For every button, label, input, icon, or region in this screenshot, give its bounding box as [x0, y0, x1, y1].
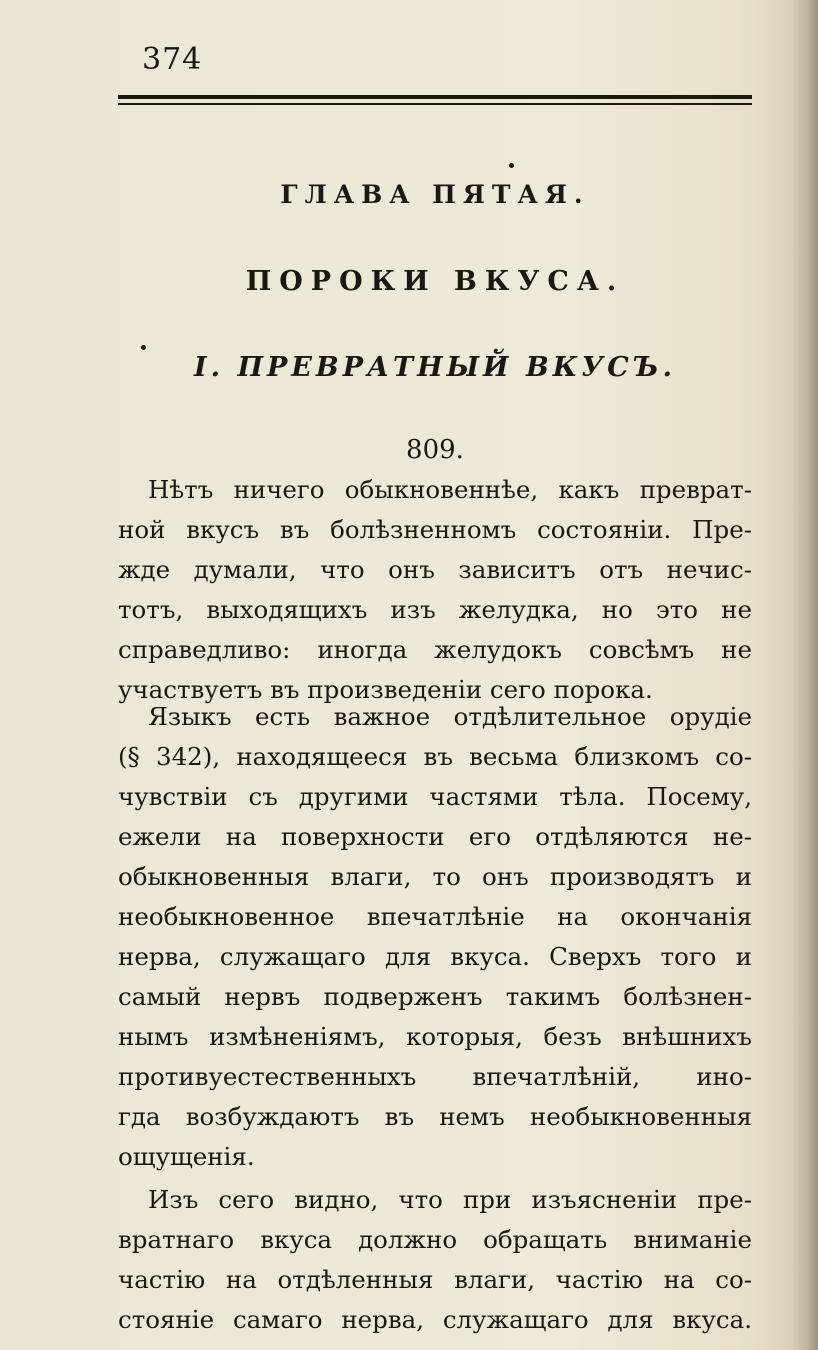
subsection-title: I. ПРЕВРАТНЫЙ ВКУСЪ. [194, 352, 676, 383]
body-line: самый нервъ подверженъ такимъ болѣзнен- [118, 982, 752, 1011]
ink-speck [509, 163, 514, 168]
header-rule-thin [118, 103, 752, 105]
body-line: Нѣтъ ничего обыкновеннѣе, какъ преврат- [148, 475, 752, 504]
ink-speck [141, 345, 146, 350]
body-line: вратнаго вкуса должно обращать вниманiе [118, 1225, 752, 1254]
paragraph-number: 809. [406, 435, 464, 465]
body-line: участвуетъ въ произведенiи сего порока. [118, 675, 653, 704]
chapter-title: ГЛАВА ПЯТАЯ. [280, 180, 590, 209]
body-line: чувствiи съ другими частями тѣла. Посему, [118, 782, 752, 811]
body-line: справедливо: иногда желудокъ совсѣмъ не [118, 635, 752, 664]
body-line: обыкновенныя влаги, то онъ производятъ и [118, 862, 752, 891]
body-line: Языкъ есть важное отдѣлительное орудiе [148, 702, 752, 731]
body-line: стоянiе самаго нерва, служащаго для вкуса. [118, 1305, 752, 1334]
body-line: Изъ сего видно, что при изъясненiи пре- [148, 1185, 752, 1214]
body-line: ной вкусъ въ болѣзненномъ состоянiи. Пре- [118, 515, 752, 544]
body-line: ощущенiя. [118, 1142, 255, 1171]
header-rule-thick [118, 95, 752, 99]
body-line: противуестественныхъ впечатлѣнiй, ино- [118, 1062, 752, 1091]
body-line: гда возбуждаютъ въ немъ необыкновенныя [118, 1102, 752, 1131]
body-line: ежели на поверхности его отдѣляются не- [118, 822, 752, 851]
body-line: частiю на отдѣленныя влаги, частiю на со- [118, 1265, 752, 1294]
body-line: нымъ измѣненiямъ, которыя, безъ внѣшнихъ [118, 1022, 752, 1051]
body-line: (§ 342), находящееся въ весьма близкомъ со- [118, 742, 752, 771]
body-line: тотъ, выходящихъ изъ желудка, но это не [118, 595, 752, 624]
body-line: жде думали, что онъ зависитъ отъ нечис- [118, 555, 752, 584]
page-edge-shadow [792, 0, 818, 1350]
body-line: нерва, служащаго для вкуса. Сверхъ того и [118, 942, 752, 971]
page-number: 374 [142, 42, 203, 77]
section-title: ПОРОКИ ВКУСА. [245, 266, 625, 297]
body-line: необыкновенное впечатлѣнiе на окончанiя [118, 902, 752, 931]
